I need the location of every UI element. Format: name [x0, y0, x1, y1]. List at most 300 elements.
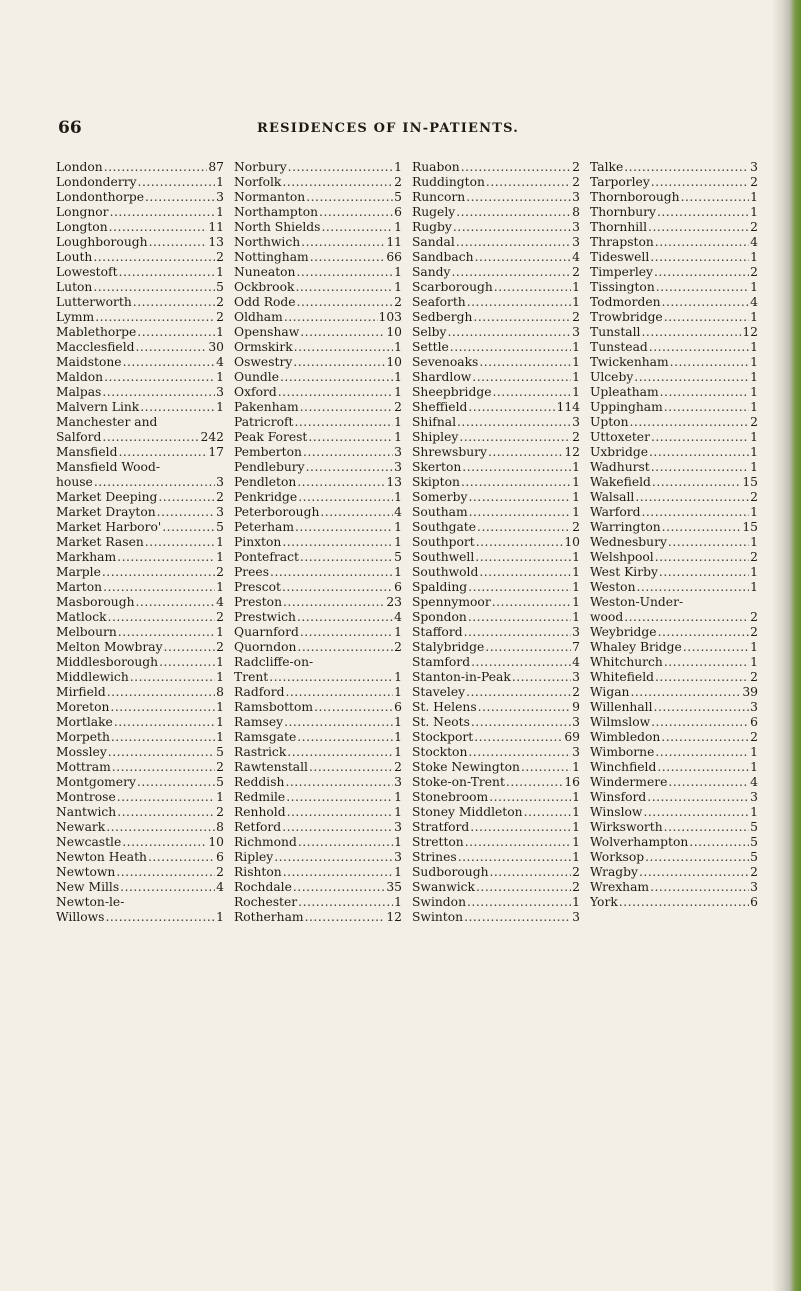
residence-entry: [590, 295, 758, 310]
place-name: Mansfield Wood-: [56, 460, 160, 474]
residence-entry: [412, 550, 580, 565]
place-name: Mirfield: [56, 685, 106, 699]
residence-entry: [412, 610, 580, 625]
residence-entry: [56, 835, 224, 850]
place-name: Ruabon: [412, 160, 460, 174]
place-name: Longnor: [56, 205, 109, 219]
patient-count: 3: [750, 160, 758, 174]
place-name: Manchester and: [56, 415, 158, 429]
patient-count: 2: [750, 625, 758, 639]
dot-leader: [118, 445, 207, 460]
residence-entry: [234, 520, 402, 535]
dot-leader: [102, 565, 215, 580]
residence-entry: [412, 310, 580, 325]
residence-entry: [234, 460, 402, 475]
dot-leader: [300, 625, 393, 640]
place-name: St. Neots: [412, 715, 470, 729]
patient-count: 3: [572, 190, 580, 204]
dot-leader: [651, 460, 749, 475]
patient-count: 1: [750, 190, 758, 204]
residence-entry: [412, 415, 580, 430]
residence-entry: [590, 730, 758, 745]
patient-count: 3: [572, 625, 580, 639]
patient-count: 3: [572, 415, 580, 429]
patient-count: 1: [572, 565, 580, 579]
place-name: Ramsbottom: [234, 700, 314, 714]
dot-leader: [466, 190, 571, 205]
dot-leader: [630, 415, 750, 430]
place-name: Morpeth: [56, 730, 110, 744]
residence-entry: [590, 880, 758, 895]
dot-leader: [512, 670, 571, 685]
dot-leader: [133, 295, 215, 310]
residence-entry: [590, 460, 758, 475]
residence-entry: [234, 430, 402, 445]
place-name: Prees: [234, 565, 270, 579]
patient-count: 1: [216, 550, 224, 564]
patient-count: 1: [394, 415, 402, 429]
place-name: Radcliffe-on-: [234, 655, 314, 669]
place-name: Stratford: [412, 820, 470, 834]
patient-count: 1: [394, 790, 402, 804]
dot-leader: [447, 325, 571, 340]
dot-leader: [158, 490, 215, 505]
place-name: Ruddington: [412, 175, 485, 189]
patient-count: 1: [750, 370, 758, 384]
dot-leader: [282, 820, 393, 835]
patient-count: 1: [572, 805, 580, 819]
patient-count: 2: [572, 430, 580, 444]
residence-entry: [234, 640, 402, 655]
residence-entry: [56, 265, 224, 280]
patient-count: 10: [564, 535, 580, 549]
page-edge-binding: [773, 0, 801, 1291]
residence-entry: [234, 250, 402, 265]
dot-leader: [634, 370, 749, 385]
dot-leader: [293, 355, 385, 370]
residence-entry: [590, 445, 758, 460]
place-name: Mossley: [56, 745, 107, 759]
page-number: 66: [58, 118, 82, 138]
residence-entry: [412, 505, 580, 520]
place-name: wood: [590, 610, 624, 624]
dot-leader: [136, 340, 208, 355]
place-name: Timperley: [590, 265, 653, 279]
place-name: Sedbergh: [412, 310, 473, 324]
dot-leader: [104, 160, 208, 175]
place-name: Maidstone: [56, 355, 122, 369]
patient-count: 2: [216, 250, 224, 264]
dot-leader: [301, 235, 385, 250]
dot-leader: [116, 865, 215, 880]
place-name: Market Harboro': [56, 520, 162, 534]
residence-entry: [412, 790, 580, 805]
dot-leader: [649, 445, 749, 460]
residence-entry: [590, 250, 758, 265]
patient-count: 1: [216, 715, 224, 729]
patient-count: 3: [572, 235, 580, 249]
place-name: Whitchurch: [590, 655, 663, 669]
place-name: Thornbury: [590, 205, 656, 219]
place-name: Wirksworth: [590, 820, 663, 834]
place-name: Maldon: [56, 370, 104, 384]
dot-leader: [288, 160, 394, 175]
patient-count: 7: [572, 640, 580, 654]
dot-leader: [137, 325, 215, 340]
residence-entry: [412, 745, 580, 760]
residence-entry: [56, 310, 224, 325]
residence-entry: [412, 490, 580, 505]
dot-leader: [162, 520, 215, 535]
residence-entry: [412, 730, 580, 745]
place-name: Shrewsbury: [412, 445, 487, 459]
place-name: Middlewich: [56, 670, 129, 684]
patient-count: 9: [572, 700, 580, 714]
patient-count: 15: [742, 475, 758, 489]
dot-leader: [655, 670, 749, 685]
residence-entry: [234, 550, 402, 565]
residence-entry: [412, 385, 580, 400]
patient-count: 6: [394, 205, 402, 219]
place-name: Warford: [590, 505, 641, 519]
patient-count: 1: [394, 385, 402, 399]
dot-leader: [111, 730, 215, 745]
place-name: Rugby: [412, 220, 452, 234]
patient-count: 1: [216, 535, 224, 549]
residence-entry: [234, 565, 402, 580]
residence-entry: [590, 475, 758, 490]
dot-leader: [655, 745, 749, 760]
residence-entry: [590, 370, 758, 385]
dot-leader: [296, 265, 393, 280]
dot-leader: [457, 415, 571, 430]
residence-entry: [234, 715, 402, 730]
dot-leader: [148, 850, 215, 865]
place-name: Markham: [56, 550, 117, 564]
residence-entry: [590, 505, 758, 520]
place-name: Market Drayton: [56, 505, 156, 519]
dot-leader: [637, 580, 750, 595]
patient-count: 1: [572, 460, 580, 474]
place-name: Sheffield: [412, 400, 468, 414]
dot-leader: [650, 880, 749, 895]
dot-leader: [106, 820, 215, 835]
residence-entry: [234, 415, 402, 430]
dot-leader: [110, 700, 215, 715]
place-name: Winslow: [590, 805, 643, 819]
residence-entry: [590, 850, 758, 865]
residence-entry: [590, 595, 758, 610]
patient-count: 1: [572, 820, 580, 834]
dot-leader: [492, 385, 571, 400]
place-name: Todmorden: [590, 295, 661, 309]
dot-leader: [112, 760, 215, 775]
patient-count: 1: [572, 580, 580, 594]
place-name: Uppingham: [590, 400, 663, 414]
patient-count: 4: [750, 295, 758, 309]
residence-columns: [56, 160, 766, 1250]
patient-count: 10: [208, 835, 224, 849]
place-name: Sudborough: [412, 865, 489, 879]
dot-leader: [476, 535, 564, 550]
dot-leader: [655, 550, 749, 565]
residence-entry: [590, 670, 758, 685]
dot-leader: [485, 640, 571, 655]
residence-entry: [234, 235, 402, 250]
dot-leader: [466, 685, 571, 700]
place-name: Shifnal: [412, 415, 457, 429]
residence-entry: [56, 520, 224, 535]
patient-count: 3: [394, 460, 402, 474]
patient-count: 4: [750, 235, 758, 249]
residence-entry: [234, 190, 402, 205]
patient-count: 1: [394, 730, 402, 744]
patient-count: 2: [750, 865, 758, 879]
dot-leader: [300, 550, 393, 565]
residence-entry: [590, 190, 758, 205]
residence-entry: [590, 430, 758, 445]
residence-entry: [56, 400, 224, 415]
patient-count: 1: [394, 805, 402, 819]
patient-count: 8: [572, 205, 580, 219]
place-name: Mottram: [56, 760, 111, 774]
residence-entry: [412, 460, 580, 475]
residence-entry: [234, 370, 402, 385]
place-name: Marton: [56, 580, 103, 594]
place-name: Louth: [56, 250, 93, 264]
patient-count: 1: [216, 205, 224, 219]
residence-entry: [234, 580, 402, 595]
column-4: [590, 160, 758, 910]
residence-entry: [412, 220, 580, 235]
residence-entry: [234, 700, 402, 715]
patient-count: 2: [572, 520, 580, 534]
patient-count: 3: [750, 790, 758, 804]
dot-leader: [459, 430, 571, 445]
residence-entry: [234, 895, 402, 910]
place-name: Nottingham: [234, 250, 309, 264]
patient-count: 4: [216, 355, 224, 369]
residence-entry: [56, 280, 224, 295]
place-name: Northampton: [234, 205, 319, 219]
place-name: Tissington: [590, 280, 655, 294]
residence-entry: [412, 250, 580, 265]
patient-count: 10: [386, 355, 402, 369]
place-name: Stamford: [412, 655, 471, 669]
patient-count: 5: [216, 280, 224, 294]
residence-entry: [234, 505, 402, 520]
place-name: St. Helens: [412, 700, 477, 714]
dot-leader: [282, 535, 393, 550]
dot-leader: [282, 580, 393, 595]
patient-count: 2: [572, 265, 580, 279]
dot-leader: [300, 400, 394, 415]
place-name: Runcorn: [412, 190, 466, 204]
place-name: Stonebroom: [412, 790, 489, 804]
place-name: Tunstead: [590, 340, 648, 354]
place-name: Oldham: [234, 310, 283, 324]
patient-count: 5: [216, 520, 224, 534]
patient-count: 1: [394, 685, 402, 699]
place-name: Quorndon: [234, 640, 297, 654]
dot-leader: [464, 625, 572, 640]
residence-entry: [234, 490, 402, 505]
dot-leader: [295, 280, 393, 295]
place-name: Matlock: [56, 610, 107, 624]
dot-leader: [659, 565, 749, 580]
residence-entry: [56, 220, 224, 235]
patient-count: 1: [750, 430, 758, 444]
place-name: Lowestoft: [56, 265, 118, 279]
place-name: Prescot: [234, 580, 281, 594]
patient-count: 1: [216, 700, 224, 714]
residence-entry: [590, 865, 758, 880]
place-name: Masborough: [56, 595, 135, 609]
residence-entry: [412, 400, 580, 415]
place-name: Wadhurst: [590, 460, 650, 474]
patient-count: 1: [394, 835, 402, 849]
place-name: Upton: [590, 415, 629, 429]
place-name: Norfolk: [234, 175, 282, 189]
dot-leader: [664, 655, 749, 670]
patient-count: 4: [394, 505, 402, 519]
patient-count: 1: [216, 670, 224, 684]
dot-leader: [300, 325, 385, 340]
place-name: Sheepbridge: [412, 385, 492, 399]
residence-entry: [590, 745, 758, 760]
dot-leader: [287, 805, 394, 820]
dot-leader: [164, 640, 216, 655]
patient-count: 3: [394, 445, 402, 459]
patient-count: 3: [572, 670, 580, 684]
dot-leader: [278, 385, 393, 400]
place-name: Southport: [412, 535, 475, 549]
patient-count: 103: [378, 310, 402, 324]
place-name: Rotherham: [234, 910, 304, 924]
dot-leader: [117, 790, 215, 805]
patient-count: 6: [216, 850, 224, 864]
dot-leader: [297, 730, 393, 745]
dot-leader: [642, 325, 742, 340]
patient-count: 69: [564, 730, 580, 744]
residence-entry: [234, 595, 402, 610]
dot-leader: [660, 385, 750, 400]
residence-entry: [56, 790, 224, 805]
dot-leader: [94, 475, 215, 490]
patient-count: 242: [200, 430, 224, 444]
dot-leader: [668, 535, 749, 550]
residence-entry: [56, 640, 224, 655]
residence-entry: [412, 580, 580, 595]
residence-entry: [412, 835, 580, 850]
place-name: London: [56, 160, 103, 174]
patient-count: 1: [750, 805, 758, 819]
place-name: Whitefield: [590, 670, 654, 684]
patient-count: 2: [750, 610, 758, 624]
residence-entry: [234, 655, 402, 670]
dot-leader: [651, 430, 749, 445]
residence-entry: [234, 790, 402, 805]
dot-leader: [486, 175, 571, 190]
place-name: Stockton: [412, 745, 468, 759]
dot-leader: [136, 595, 216, 610]
residence-entry: [56, 910, 224, 925]
patient-count: 1: [394, 220, 402, 234]
dot-leader: [93, 250, 215, 265]
patient-count: 6: [394, 700, 402, 714]
place-name: Newcastle: [56, 835, 122, 849]
dot-leader: [635, 490, 749, 505]
residence-entry: [234, 805, 402, 820]
dot-leader: [639, 865, 749, 880]
residence-entry: [412, 895, 580, 910]
residence-entry: [234, 730, 402, 745]
patient-count: 2: [216, 490, 224, 504]
place-name: Southwold: [412, 565, 479, 579]
patient-count: 1: [216, 370, 224, 384]
patient-count: 2: [572, 880, 580, 894]
patient-count: 2: [750, 670, 758, 684]
patient-count: 1: [394, 370, 402, 384]
residence-entry: [234, 160, 402, 175]
place-name: Wolverhampton: [590, 835, 689, 849]
place-name: Welshpool: [590, 550, 654, 564]
patient-count: 11: [386, 235, 402, 249]
dot-leader: [298, 895, 393, 910]
residence-entry: [234, 835, 402, 850]
residence-entry: [412, 325, 580, 340]
patient-count: 1: [216, 580, 224, 594]
place-name: Strines: [412, 850, 457, 864]
dot-leader: [662, 520, 742, 535]
patient-count: 3: [394, 850, 402, 864]
dot-leader: [105, 910, 215, 925]
place-name: Warrington: [590, 520, 661, 534]
place-name: Pinxton: [234, 535, 282, 549]
place-name: Wednesbury: [590, 535, 667, 549]
place-name: Weston: [590, 580, 636, 594]
dot-leader: [298, 490, 393, 505]
residence-entry: [412, 685, 580, 700]
place-name: Rawtenstall: [234, 760, 308, 774]
place-name: Sandy: [412, 265, 451, 279]
place-name: Norbury: [234, 160, 287, 174]
place-name: Stanton-in-Peak: [412, 670, 511, 684]
patient-count: 1: [394, 160, 402, 174]
patient-count: 1: [572, 850, 580, 864]
patient-count: 4: [572, 655, 580, 669]
patient-count: 1: [750, 205, 758, 219]
patient-count: 4: [572, 250, 580, 264]
place-name: Wigan: [590, 685, 630, 699]
place-name: Newtown: [56, 865, 116, 879]
residence-entry: [590, 835, 758, 850]
residence-entry: [412, 160, 580, 175]
place-name: Willenhall: [590, 700, 653, 714]
residence-entry: [56, 370, 224, 385]
place-name: Swindon: [412, 895, 466, 909]
place-name: Mortlake: [56, 715, 113, 729]
place-name: Radford: [234, 685, 285, 699]
dot-leader: [469, 505, 572, 520]
patient-count: 3: [216, 475, 224, 489]
dot-leader: [285, 775, 393, 790]
residence-entry: [590, 790, 758, 805]
patient-count: 4: [394, 610, 402, 624]
dot-leader: [138, 175, 216, 190]
patient-count: 3: [572, 745, 580, 759]
place-name: Oxford: [234, 385, 277, 399]
